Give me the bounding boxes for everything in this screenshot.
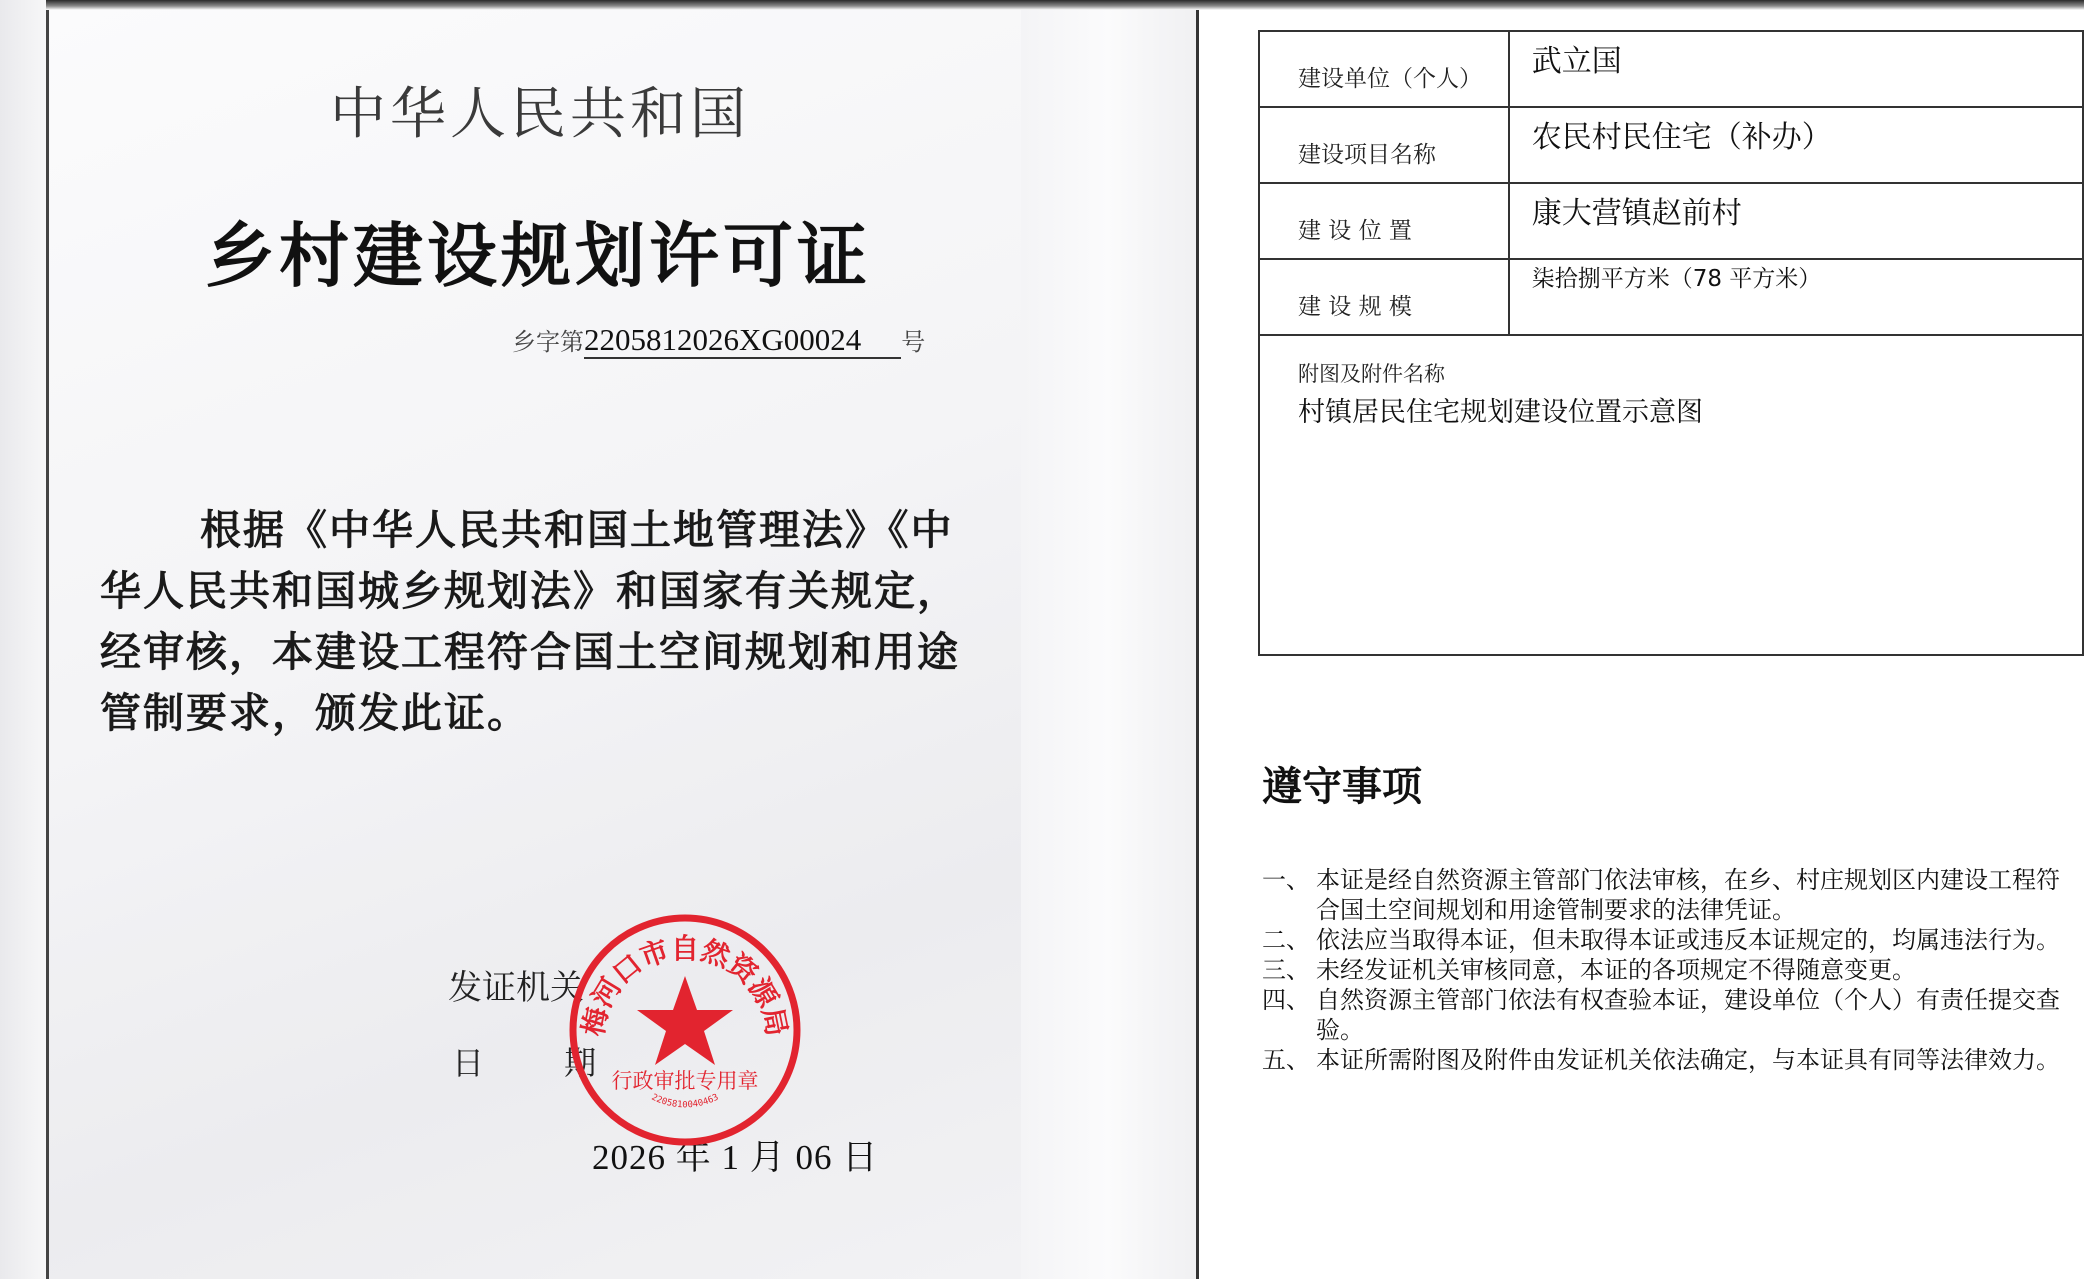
table-row [1259, 335, 2083, 655]
list-item [1262, 925, 2082, 955]
notes-list [1262, 865, 2082, 1075]
official-seal-icon [565, 910, 805, 1150]
note-index: 四、 [1262, 986, 1310, 1014]
table-row [1259, 107, 2083, 183]
permit-number: 2205812026XG00024 [584, 322, 901, 359]
certificate-title: 乡村建设规划许可证 [205, 215, 871, 297]
note-text: 本证是经自然资源主管部门依法审核，在乡、村庄规划区内建设工程符合国土空间规划和用途管制要求的法律凭证。 [1316, 866, 2060, 924]
permit-number-line [512, 322, 925, 358]
scan-top-edge [0, 0, 2084, 10]
list-item [1262, 1045, 2082, 1075]
seal-bottom-text: 行政审批专用章 [611, 1069, 759, 1093]
project-details-table [1258, 30, 2084, 656]
note-index: 一、 [1262, 866, 1310, 894]
list-item [1262, 865, 2082, 925]
issue-date: 2026 年 1 月 06 日 [592, 1138, 879, 1177]
certificate-body-text: 根据《中华人民共和国土地管理法》《中华人民共和国城乡规划法》和国家有关规定，经审核，本建设工程符合国土空间规划和用途管制要求，颁发此证。 [100, 506, 960, 737]
row-label: 建 设 规 模 [1259, 259, 1509, 335]
permit-number-prefix: 乡字第 [512, 328, 584, 356]
attachments-cell [1259, 335, 2083, 655]
seal-code: 2205810040463 [649, 1092, 721, 1111]
row-value: 柒拾捌平方米（78 平方米） [1509, 259, 2083, 335]
list-item [1262, 985, 2082, 1045]
table-row [1259, 183, 2083, 259]
table-row [1259, 259, 2083, 335]
row-label: 建 设 位 置 [1259, 183, 1509, 259]
note-index: 二、 [1262, 926, 1310, 954]
note-index: 三、 [1262, 956, 1310, 984]
row-value: 武立国 [1509, 31, 2083, 107]
notes-heading: 遵守事项 [1262, 764, 1422, 810]
issuer-label: 发证机关 [448, 968, 584, 1008]
attachments-value: 村镇居民住宅规划建设位置示意图 [1298, 397, 1703, 428]
attachments-label: 附图及附件名称 [1298, 362, 1445, 386]
date-label: 日 期 [452, 1044, 597, 1082]
note-text: 本证所需附图及附件由发证机关依法确定，与本证具有同等法律效力。 [1316, 1046, 2060, 1074]
row-label: 建设项目名称 [1259, 107, 1509, 183]
note-text: 依法应当取得本证，但未取得本证或违反本证规定的，均属违法行为。 [1316, 926, 2060, 954]
seal-top-text: 梅河口市自然资源局 [576, 931, 794, 1039]
table-row [1259, 31, 2083, 107]
row-value: 农民村民住宅（补办） [1509, 107, 2083, 183]
country-heading: 中华人民共和国 [330, 82, 750, 147]
scan-left-margin [0, 0, 46, 1279]
page-gap [1021, 10, 1196, 1279]
list-item [1262, 955, 2082, 985]
permit-number-suffix: 号 [901, 328, 926, 356]
row-label: 建设单位（个人） [1259, 31, 1509, 107]
note-text: 未经发证机关审核同意，本证的各项规定不得随意变更。 [1316, 956, 1916, 984]
row-value: 康大营镇赵前村 [1509, 183, 2083, 259]
note-index: 五、 [1262, 1046, 1310, 1074]
note-text: 自然资源主管部门依法有权查验本证，建设单位（个人）有责任提交查验。 [1316, 986, 2060, 1044]
